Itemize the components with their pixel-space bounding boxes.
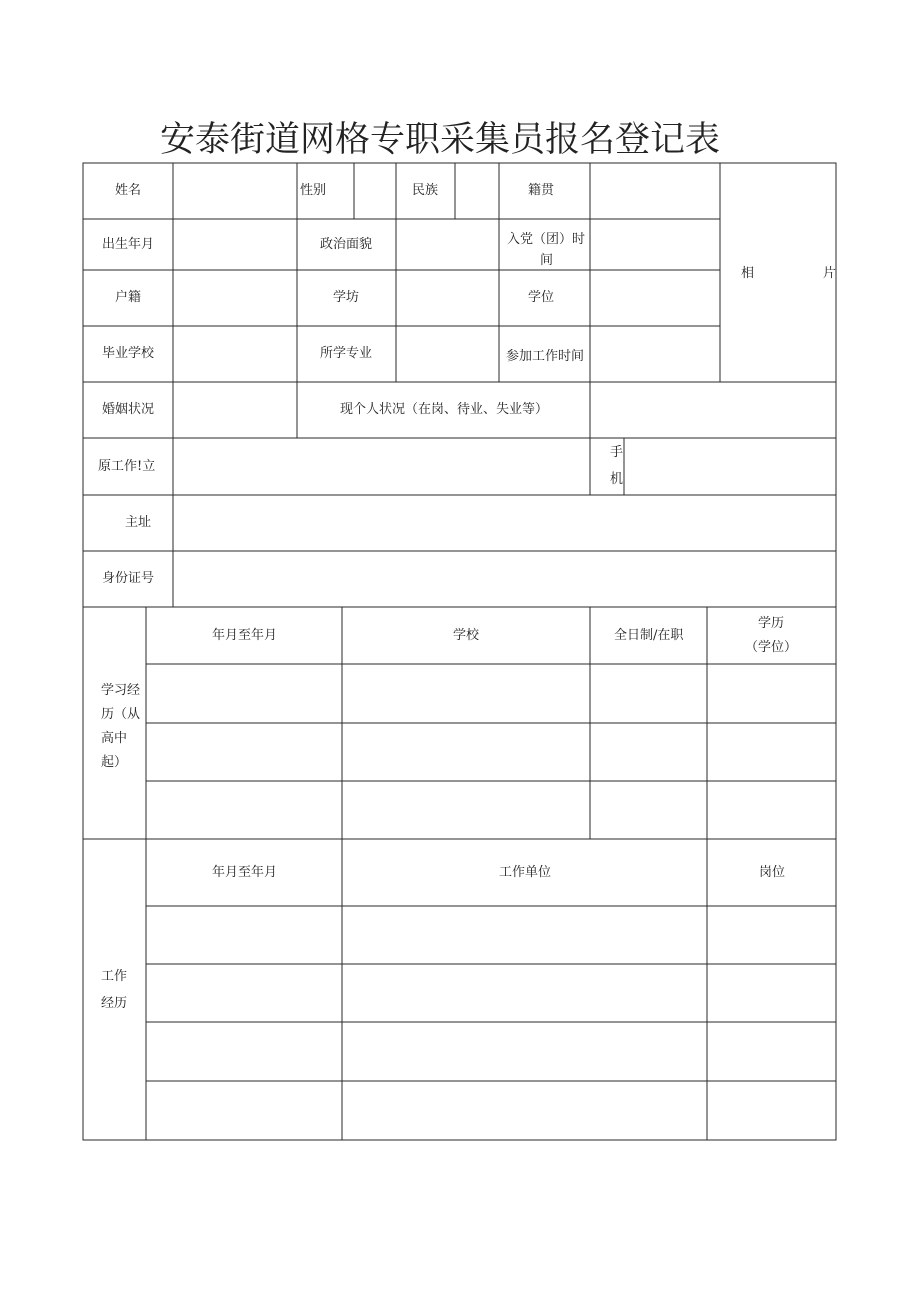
- study-label-line-4: 起）: [101, 755, 128, 770]
- major-field[interactable]: [397, 327, 498, 381]
- label-education: 学坊: [333, 290, 360, 305]
- work-row-3-period[interactable]: [147, 1023, 341, 1080]
- label-prev-work: 原工作!立: [98, 459, 156, 474]
- school-field[interactable]: [174, 327, 296, 381]
- work-row-1-employer[interactable]: [343, 907, 706, 963]
- work-row-2-period[interactable]: [147, 965, 341, 1021]
- study-header-period: 年月至年月: [212, 628, 278, 643]
- photo-label-1: 相: [741, 266, 755, 281]
- gender-field[interactable]: [355, 176, 395, 218]
- ethnicity-field[interactable]: [456, 176, 498, 218]
- study-row-3-mode[interactable]: [591, 782, 706, 838]
- label-ethnicity: 民族: [412, 183, 439, 198]
- study-header-edu-2: （学位）: [745, 640, 798, 655]
- study-row-3-period[interactable]: [147, 782, 341, 838]
- work-row-4-employer[interactable]: [343, 1082, 706, 1139]
- marital-field[interactable]: [174, 383, 296, 437]
- address-field[interactable]: [174, 496, 835, 550]
- label-id-number: 身份证号: [102, 571, 155, 586]
- label-current-status: 现个人状况（在岗、待业、失业等）: [340, 402, 549, 417]
- study-header-mode: 全日制/在职: [614, 628, 684, 643]
- birth-date-field[interactable]: [174, 220, 296, 269]
- work-label-line-1: 工作: [101, 969, 128, 984]
- work-row-4-period[interactable]: [147, 1082, 341, 1139]
- work-header-employer: 工作单位: [499, 865, 552, 880]
- work-header-position: 岗位: [759, 865, 786, 880]
- work-row-1-period[interactable]: [147, 907, 341, 963]
- study-row-3-edu[interactable]: [708, 782, 835, 838]
- study-row-2-mode[interactable]: [591, 724, 706, 780]
- label-household: 户籍: [115, 290, 142, 305]
- study-row-1-edu[interactable]: [708, 665, 835, 722]
- education-field[interactable]: [397, 271, 498, 325]
- work-header-period: 年月至年月: [212, 865, 278, 880]
- work-label-line-2: 经历: [101, 996, 128, 1011]
- study-row-2-period[interactable]: [147, 724, 341, 780]
- study-row-2-school[interactable]: [343, 724, 589, 780]
- label-address: 主址: [125, 515, 152, 530]
- current-status-field[interactable]: [591, 383, 835, 437]
- study-label-line-2: 历（从: [101, 707, 141, 722]
- study-row-2-edu[interactable]: [708, 724, 835, 780]
- label-work-start: 参加工作时间: [506, 349, 585, 364]
- work-row-2-position[interactable]: [708, 965, 835, 1021]
- work-row-1-position[interactable]: [708, 907, 835, 963]
- photo-label-2: 片: [823, 266, 837, 281]
- prev-work-field[interactable]: [174, 439, 589, 494]
- study-label-line-1: 学习经: [101, 683, 141, 698]
- work-row-4-position[interactable]: [708, 1082, 835, 1139]
- household-field[interactable]: [174, 271, 296, 325]
- party-date-field[interactable]: [591, 220, 719, 269]
- label-name: 姓名: [115, 183, 142, 198]
- label-mobile-1: 手: [610, 445, 624, 460]
- study-header-school: 学校: [453, 628, 480, 643]
- label-party-date-2: 间: [540, 253, 554, 268]
- id-number-field[interactable]: [174, 552, 835, 606]
- label-party-date: 入党（团）时: [507, 232, 586, 247]
- study-header-edu: 学历: [758, 616, 785, 631]
- work-row-2-employer[interactable]: [343, 965, 706, 1021]
- work-row-3-position[interactable]: [708, 1023, 835, 1080]
- study-row-1-period[interactable]: [147, 665, 341, 722]
- label-mobile-2: 机: [610, 472, 624, 487]
- label-birth-date: 出生年月: [102, 237, 155, 252]
- native-place-field[interactable]: [591, 176, 719, 218]
- work-row-3-employer[interactable]: [343, 1023, 706, 1080]
- study-row-1-school[interactable]: [343, 665, 589, 722]
- label-degree: 学位: [528, 290, 555, 305]
- study-label-line-3: 高中: [101, 731, 128, 746]
- name-field[interactable]: [174, 176, 296, 218]
- label-native-place: 籍贯: [528, 183, 555, 198]
- political-status-field[interactable]: [397, 220, 498, 269]
- page-title: 安泰街道网格专职采集员报名登记表: [160, 120, 721, 160]
- label-political-status: 政治面貌: [320, 237, 373, 252]
- degree-field[interactable]: [591, 271, 719, 325]
- label-gender: 性别: [300, 183, 327, 198]
- label-major: 所学专业: [320, 346, 373, 361]
- label-marital: 婚姻状况: [102, 402, 155, 417]
- work-start-field[interactable]: [591, 327, 719, 381]
- study-row-1-mode[interactable]: [591, 665, 706, 722]
- photo-slot[interactable]: [721, 164, 835, 381]
- study-row-3-school[interactable]: [343, 782, 589, 838]
- label-school: 毕业学校: [102, 346, 155, 361]
- mobile-field[interactable]: [625, 439, 835, 494]
